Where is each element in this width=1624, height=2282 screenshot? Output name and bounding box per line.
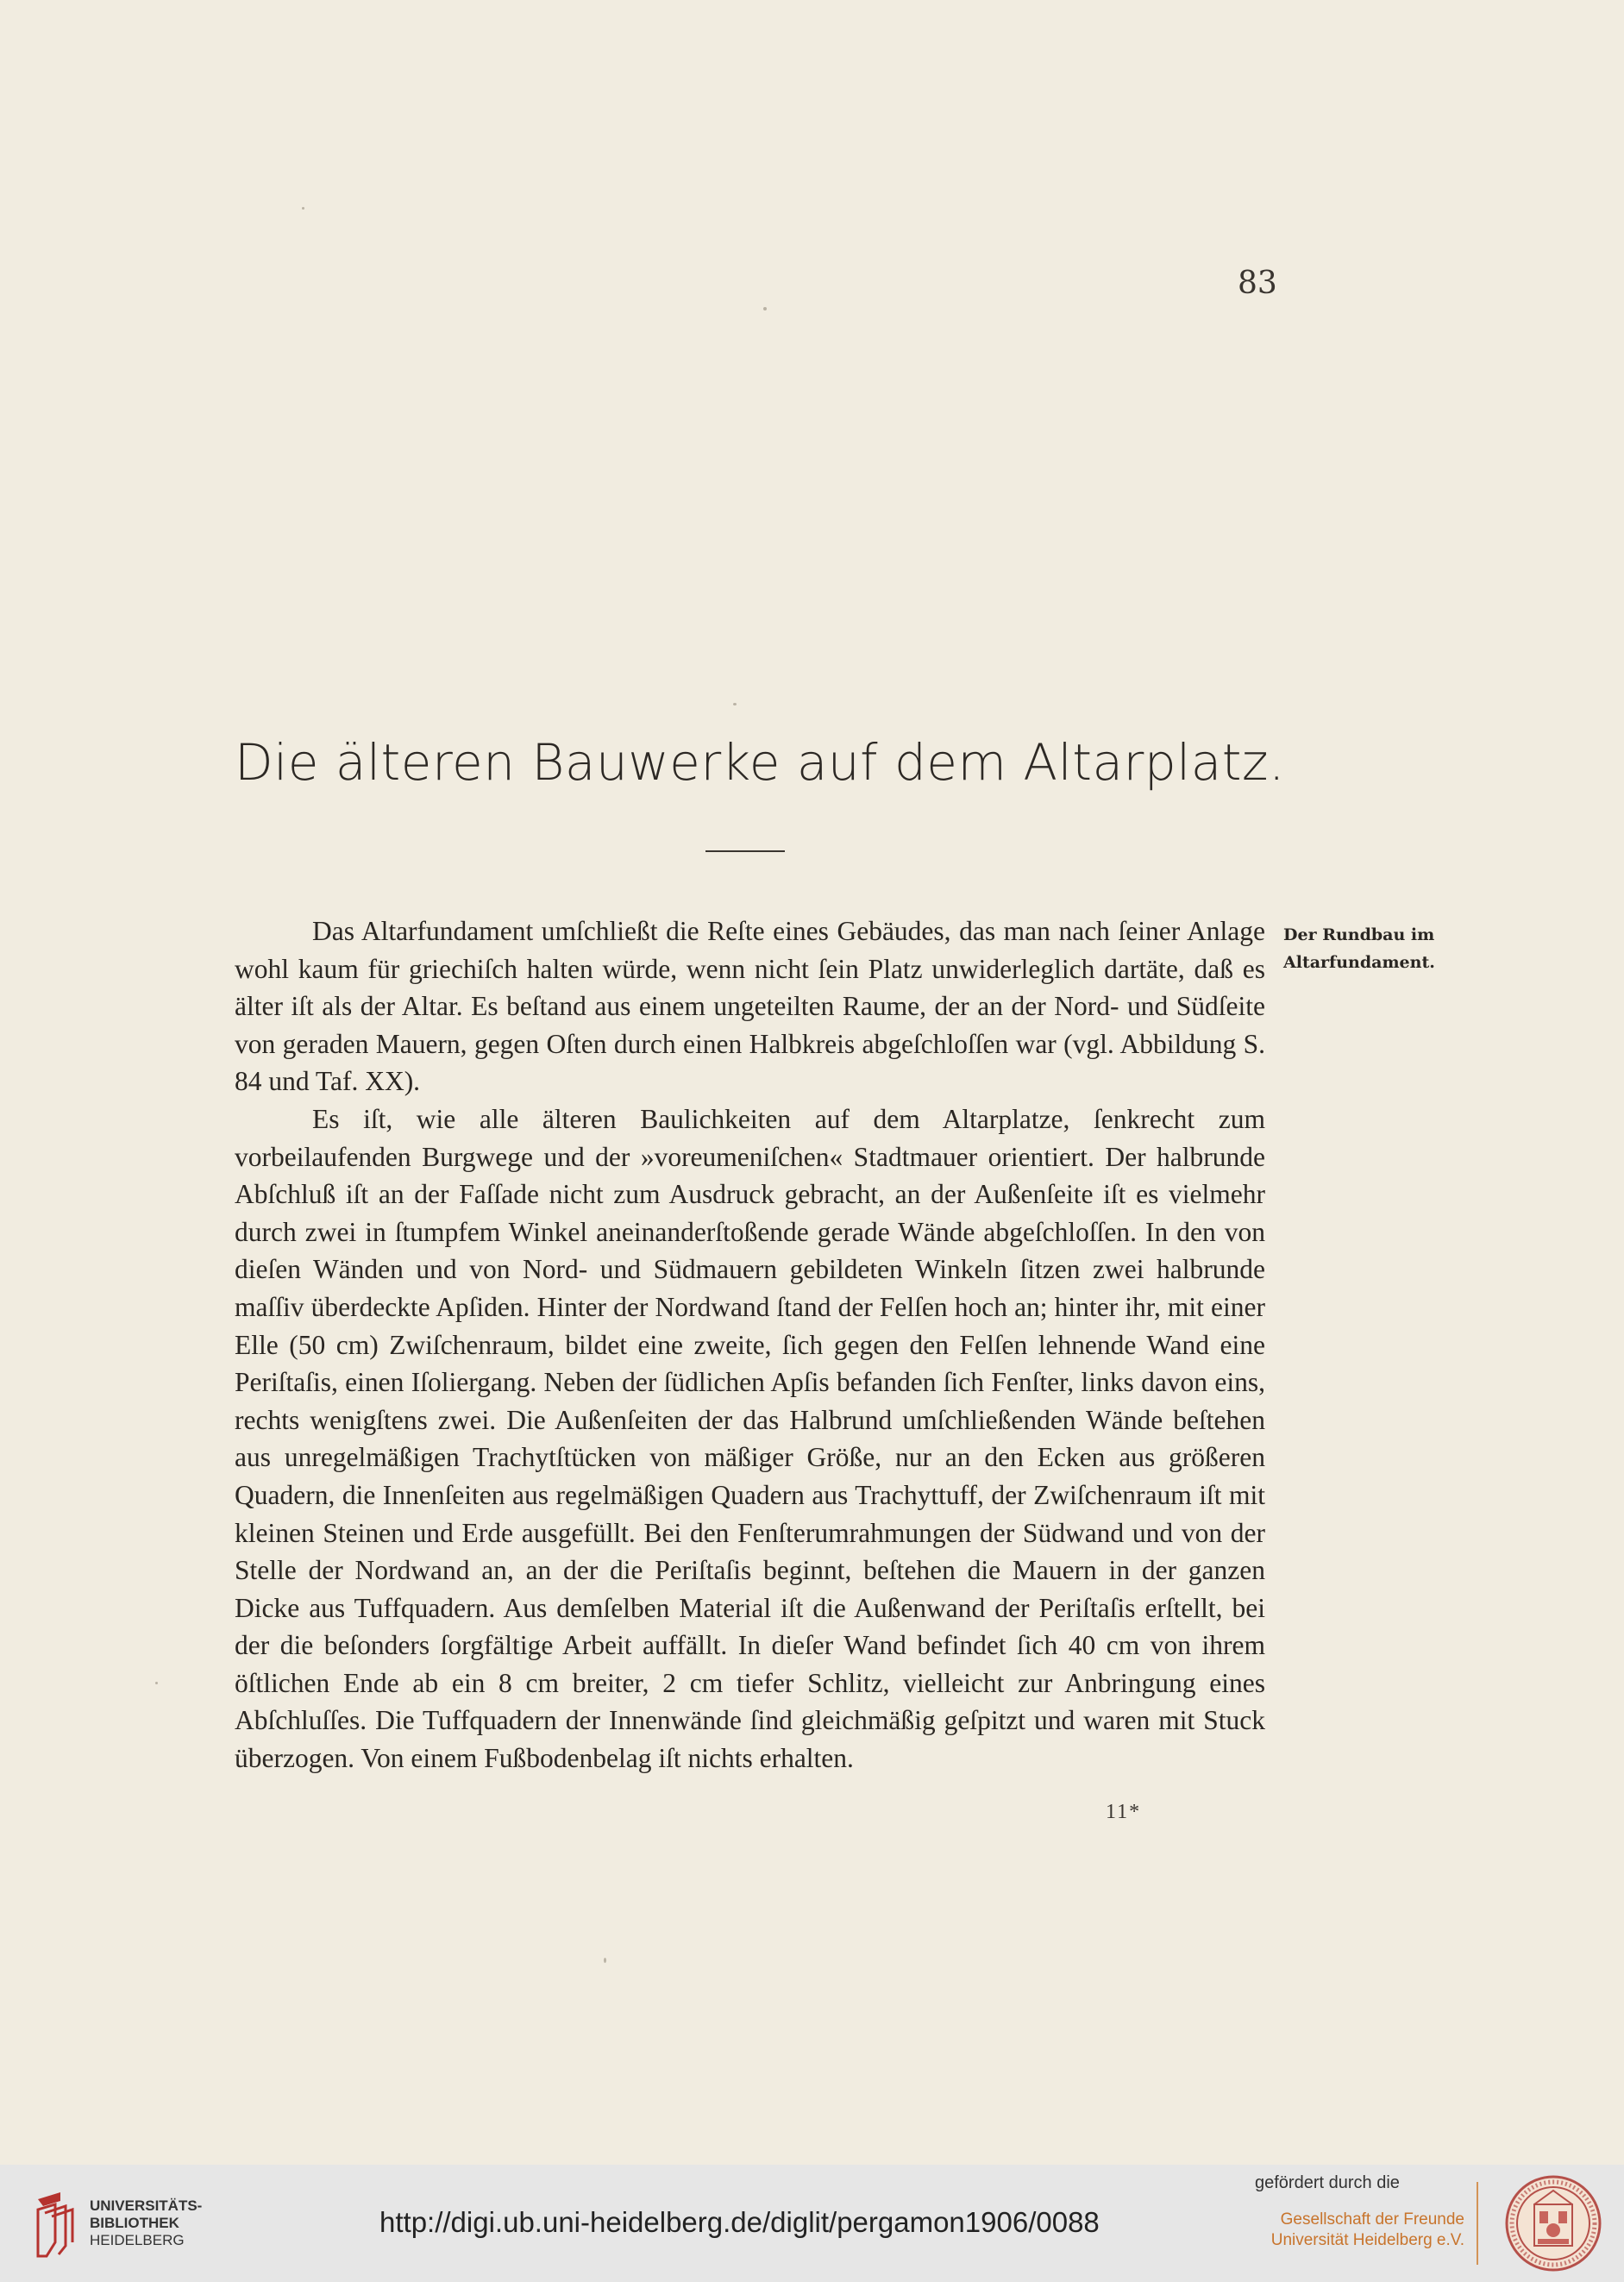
- signature-mark: 11*: [1106, 1801, 1142, 1823]
- footer-divider: [1477, 2182, 1478, 2265]
- margin-note-line: Altarfundament.: [1283, 953, 1435, 972]
- paper-speck: [155, 1682, 158, 1684]
- paper-speck: [604, 1958, 606, 1963]
- body-text: [235, 912, 1265, 1777]
- ub-heidelberg-logo-icon[interactable]: [34, 2191, 74, 2258]
- society-name-line: Gesellschaft der Freunde: [1280, 2210, 1464, 2229]
- university-seal-icon: [1505, 2175, 1602, 2272]
- library-name: [90, 2197, 202, 2249]
- paragraph: Das Altarfundament umſchließt die Reſte eines Gebäudes, das man nach ſeiner Anlage wohl kaum für griechiſch halten würde, wenn nicht ſein Platz unwiderleglich dartäte, daß es älter iſt als der Altar. Es beſtand aus einem ungeteilten Raume, der an der Nord- und Südſeite von geraden Mauern, gegen Oſten durch einen Halbkreis abgeſchloſſen war (vgl. Abbildung S. 84 und Taf. XX).: [235, 916, 1265, 1097]
- library-name-line: HEIDELBERG: [90, 2232, 185, 2248]
- paper-speck: [733, 703, 737, 705]
- footer-bar: [0, 2165, 1624, 2282]
- margin-note-line: Der Rundbau im: [1283, 925, 1435, 944]
- paper-speck: [763, 307, 767, 310]
- library-name-line: UNIVERSITÄTS-: [90, 2197, 203, 2214]
- library-name-line: BIBLIOTHEK: [90, 2215, 179, 2231]
- funded-by-label: gefördert durch die: [1255, 2173, 1400, 2192]
- chapter-title: Die älteren Bauwerke auf dem Altarplatz.: [235, 733, 1285, 792]
- margin-note: [1283, 921, 1456, 976]
- paper-speck: [302, 207, 304, 210]
- society-name[interactable]: [1257, 2210, 1464, 2251]
- society-name-line: Universität Heidelberg e.V.: [1270, 2231, 1464, 2249]
- paragraph: Es iſt, wie alle älteren Baulichkeiten auf dem Altarplatze, ſenkrecht zum vorbeilaufenden Burgwege und der »voreumeniſchen« Stadtmauer orientiert. Der halbrunde Abſchluß iſt an der Faſſade nicht zum Ausdruck gebracht, an der Außenſeite iſt es vielmehr durch zwei in ſtumpfem Winkel aneinanderſtoßende gerade Wände abgeſchloſſen. In den von dieſen Wänden und von Nord- und Südmauern gebildeten Winkeln ſitzen zwei halbrunde maſſiv überdeckte Apſiden. Hinter der Nordwand ſtand der Felſen hoch an; hinter ihr, mit einer Elle (50 cm) Zwiſchenraum, bildet eine zweite, ſich gegen den Felſen lehnende Wand eine Periſtaſis, einen Iſoliergang. Neben der ſüdlichen Apſis befanden ſich Fenſter, links davon eins, rechts wenigſtens zwei. Die Außenſeiten der das Halbrund umſchließenden Wände beſtehen aus unregelmäßigen Trachytſtücken von mäßiger Größe, nur an den Ecken aus größeren Quadern, die Innenſeiten aus regelmäßigen Quadern aus Trachyttuff, der Zwiſchenraum iſt mit kleinen Steinen und Erde ausgefüllt. Bei den Fenſterumrahmungen der Südwand und von der Stelle der Nordwand an, an der die Periſtaſis beginnt, beſtehen die Mauern in der ganzen Dicke aus Tuffquadern. Aus demſelben Material iſt die Außenwand der Periſtaſis erſtellt, bei der die beſonders ſorgfältige Arbeit auffällt. In dieſer Wand befindet ſich 40 cm von ihrem öſtlichen Ende ab ein 8 cm breiter, 2 cm tiefer Schlitz, vielleicht zur Anbringung eines Abſchluſſes. Die Tuffquadern der Innenwände ſind gleichmäßig geſpitzt und waren mit Stuck überzogen. Von einem Fußbodenbelag iſt nichts erhalten.: [235, 1103, 1265, 1774]
- permalink-url[interactable]: http://digi.ub.uni-heidelberg.de/diglit/pergamon1906/0088: [379, 2206, 1100, 2238]
- title-rule: [705, 850, 785, 852]
- page-number: 83: [1238, 266, 1277, 301]
